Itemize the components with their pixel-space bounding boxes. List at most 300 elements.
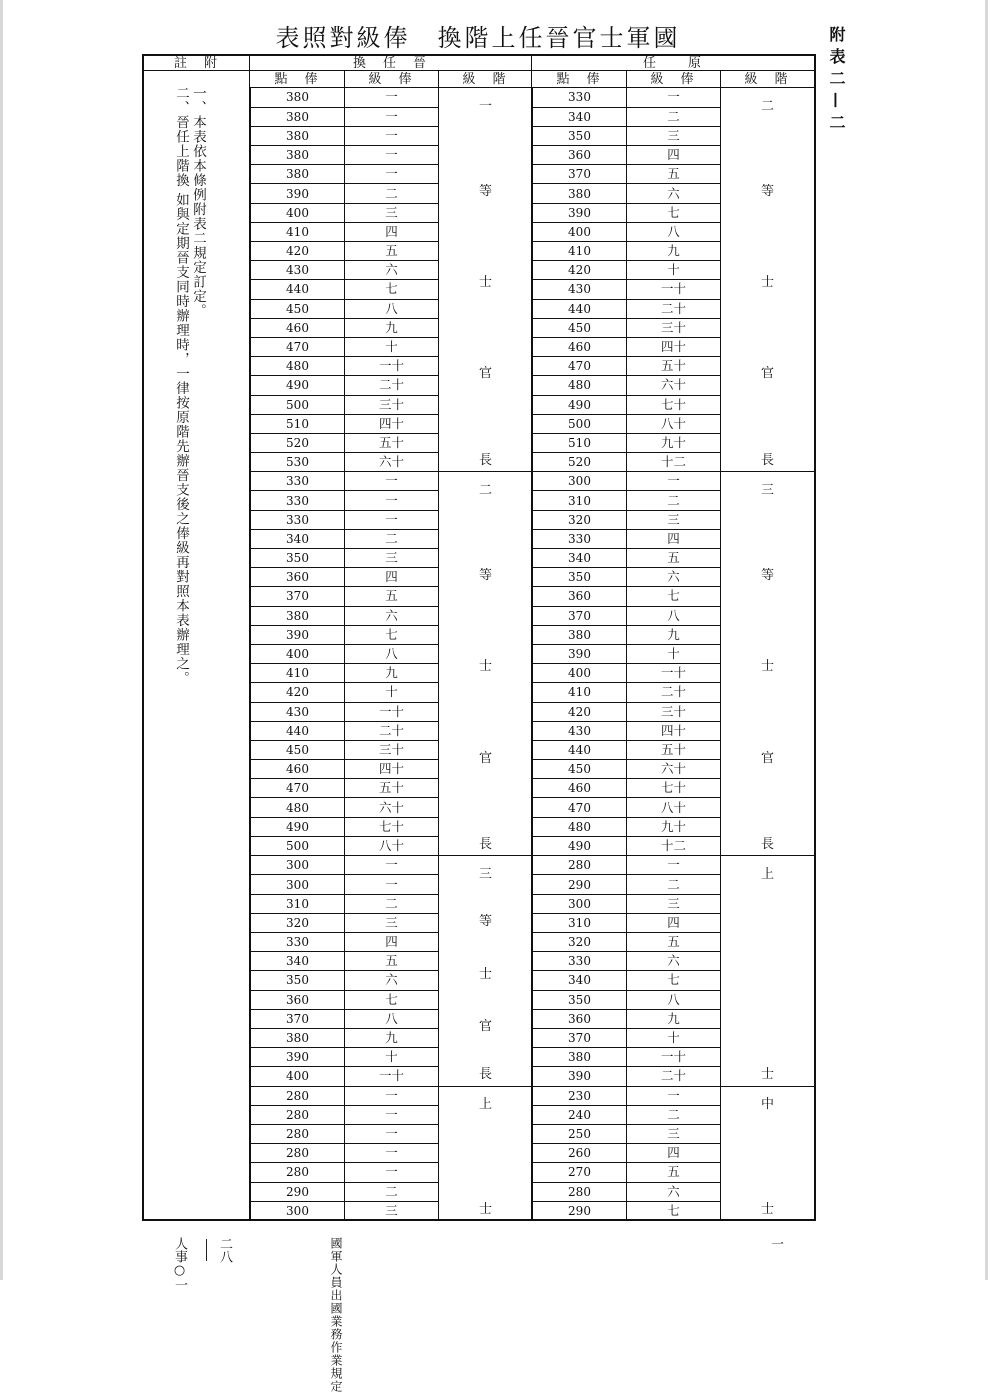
orig-grade-cell: 四 (627, 529, 721, 548)
document-title: 表照對級俸 換階上任晉官士軍國 (275, 24, 681, 52)
new-points-cell: 440 (251, 280, 345, 299)
orig-points-cell: 370 (533, 165, 627, 184)
orig-grade-cell: 一 (627, 1086, 721, 1105)
table-row (251, 88, 533, 107)
new-points-cell: 400 (251, 644, 345, 663)
orig-rank-header: 級 階 (744, 72, 790, 87)
new-points-cell: 300 (251, 856, 345, 875)
orig-grade-cell: 二十 (627, 683, 721, 702)
orig-grade-cell: 一 (627, 472, 721, 491)
orig-rank-char: 士 (760, 1067, 774, 1083)
note-2: 二、晉任上階換 如與定期晉支同時辦理時，一律按原階先辦晉支後之俸級再對照本表辦理之。 (173, 86, 189, 686)
orig-grade-cell: 八 (627, 990, 721, 1009)
new-points-cell: 400 (251, 203, 345, 222)
orig-points-cell: 390 (533, 1067, 627, 1086)
table-row (533, 88, 815, 107)
new-grade-cell: 十 (345, 683, 439, 702)
new-points-cell: 420 (251, 683, 345, 702)
new-grade-cell: 八 (345, 644, 439, 663)
orig-grade-cell: 八十 (627, 414, 721, 433)
footer-code-suffix: 二八 (217, 1237, 232, 1263)
orig-points-cell: 280 (533, 1182, 627, 1201)
table-row (533, 472, 815, 491)
orig-points-cell: 310 (533, 491, 627, 510)
orig-points-cell: 490 (533, 395, 627, 414)
orig-grade-cell: 四 (627, 913, 721, 932)
new-grade-cell: 五 (345, 952, 439, 971)
new-points-cell: 380 (251, 107, 345, 126)
orig-grade-cell: 四十 (627, 721, 721, 740)
new-grade-cell: 八 (345, 1009, 439, 1028)
new-rank-char: 官 (478, 750, 492, 766)
orig-points-cell: 450 (533, 318, 627, 337)
new-rank-char: 長 (478, 1067, 492, 1083)
orig-points-cell: 470 (533, 798, 627, 817)
comparison-table-frame (142, 54, 816, 1221)
new-points-cell: 500 (251, 395, 345, 414)
notes-header: 註 附 (173, 56, 219, 71)
new-rank-char: 等 (478, 913, 492, 929)
orig-points-cell: 440 (533, 299, 627, 318)
orig-rank-char: 官 (760, 366, 774, 382)
orig-points-cell: 340 (533, 549, 627, 568)
new-points-cell: 280 (251, 1125, 345, 1144)
new-grade-cell: 一十 (345, 1067, 439, 1086)
new-grade-cell: 八十 (345, 836, 439, 855)
orig-points-cell: 410 (533, 242, 627, 261)
orig-grade-cell: 四十 (627, 337, 721, 356)
orig-grade-cell: 七 (627, 587, 721, 606)
orig-grade-cell: 六 (627, 184, 721, 203)
new-grade-cell: 二 (345, 529, 439, 548)
orig-points-cell: 360 (533, 146, 627, 165)
orig-grade-cell: 九十 (627, 433, 721, 452)
orig-points-cell: 410 (533, 683, 627, 702)
new-points-cell: 450 (251, 299, 345, 318)
new-points-cell: 410 (251, 222, 345, 241)
orig-points-cell: 380 (533, 1048, 627, 1067)
orig-points-cell: 250 (533, 1125, 627, 1144)
orig-rank-char: 等 (760, 568, 774, 584)
new-rank-char: 長 (478, 837, 492, 853)
orig-grade-cell: 五 (627, 933, 721, 952)
new-points-cell: 360 (251, 568, 345, 587)
new-grade-cell: 一十 (345, 357, 439, 376)
orig-points-cell: 300 (533, 472, 627, 491)
new-rank-cell (439, 88, 533, 472)
orig-points-cell: 290 (533, 1201, 627, 1220)
new-points-cell: 330 (251, 510, 345, 529)
new-points-cell: 460 (251, 760, 345, 779)
new-grade-header: 級 俸 (368, 72, 414, 87)
orig-points-cell: 230 (533, 1086, 627, 1105)
new-grade-cell: 一 (345, 1086, 439, 1105)
orig-grade-cell: 六十 (627, 760, 721, 779)
new-grade-cell: 三十 (345, 395, 439, 414)
new-points-cell: 450 (251, 740, 345, 759)
orig-points-cell: 510 (533, 433, 627, 452)
new-points-cell: 330 (251, 933, 345, 952)
new-grade-cell: 三 (345, 203, 439, 222)
orig-grade-cell: 九 (627, 1009, 721, 1028)
orig-points-cell: 350 (533, 990, 627, 1009)
orig-grade-cell: 七十 (627, 395, 721, 414)
orig-grade-cell: 一十 (627, 664, 721, 683)
orig-grade-cell: 二 (627, 491, 721, 510)
page-footer (170, 1237, 790, 1393)
new-grade-cell: 四十 (345, 760, 439, 779)
new-grade-cell: 九 (345, 1028, 439, 1047)
orig-points-cell: 430 (533, 721, 627, 740)
new-grade-cell: 四十 (345, 414, 439, 433)
new-rank-char: 等 (478, 568, 492, 584)
orig-grade-cell: 八 (627, 222, 721, 241)
orig-rank-char: 士 (760, 659, 774, 675)
orig-points-cell: 300 (533, 894, 627, 913)
new-points-cell: 520 (251, 433, 345, 452)
new-rank-char: 三 (478, 866, 492, 882)
new-points-cell: 470 (251, 337, 345, 356)
orig-rank-char: 上 (760, 866, 774, 882)
new-grade-cell: 一 (345, 1105, 439, 1124)
new-grade-cell: 五十 (345, 433, 439, 452)
orig-points-header: 點 俸 (556, 72, 602, 87)
table-row (251, 472, 533, 491)
note-1: 一、本表依本條例附表二規定訂定。 (190, 86, 206, 318)
orig-points-cell: 420 (533, 261, 627, 280)
new-grade-cell: 二 (345, 894, 439, 913)
orig-rank-char: 士 (760, 1201, 774, 1217)
orig-grade-cell: 二 (627, 875, 721, 894)
new-rank-char: 上 (478, 1097, 492, 1113)
new-points-cell: 370 (251, 1009, 345, 1028)
orig-grade-cell: 五十 (627, 357, 721, 376)
orig-points-cell: 390 (533, 203, 627, 222)
new-grade-cell: 六十 (345, 798, 439, 817)
new-points-cell: 430 (251, 702, 345, 721)
new-grade-cell: 一 (345, 1163, 439, 1182)
orig-points-cell: 270 (533, 1163, 627, 1182)
table-row (533, 856, 815, 875)
new-points-cell: 280 (251, 1105, 345, 1124)
orig-grade-cell: 三十 (627, 702, 721, 721)
new-rank-char: 官 (478, 1019, 492, 1035)
new-points-cell: 390 (251, 1048, 345, 1067)
orig-points-cell: 460 (533, 337, 627, 356)
orig-points-cell: 420 (533, 702, 627, 721)
new-grade-cell: 五十 (345, 779, 439, 798)
new-points-cell: 420 (251, 242, 345, 261)
orig-points-cell: 480 (533, 817, 627, 836)
new-grade-cell: 七 (345, 990, 439, 1009)
new-points-cell: 340 (251, 952, 345, 971)
footer-title: 國軍人員出國業務作業規定 (329, 1237, 343, 1393)
new-points-cell: 480 (251, 357, 345, 376)
new-grade-cell: 六 (345, 606, 439, 625)
orig-grade-cell: 六 (627, 568, 721, 587)
orig-points-cell: 380 (533, 184, 627, 203)
new-grade-cell: 四 (345, 222, 439, 241)
orig-grade-cell: 七 (627, 971, 721, 990)
footer-divider (206, 1239, 207, 1261)
new-points-cell: 530 (251, 453, 345, 472)
orig-points-cell: 280 (533, 856, 627, 875)
orig-grade-cell: 四 (627, 146, 721, 165)
orig-grade-cell: 一 (627, 856, 721, 875)
orig-grade-cell: 八 (627, 606, 721, 625)
notes-text (172, 86, 206, 706)
orig-points-cell: 440 (533, 740, 627, 759)
new-grade-cell: 七 (345, 625, 439, 644)
orig-grade-cell: 三 (627, 894, 721, 913)
orig-rank-char: 三 (760, 482, 774, 498)
orig-points-cell: 400 (533, 664, 627, 683)
new-grade-cell: 一 (345, 165, 439, 184)
new-grade-cell: 三 (345, 913, 439, 932)
footer-page-number: 一 (768, 1237, 783, 1250)
orig-points-cell: 380 (533, 625, 627, 644)
new-points-cell: 460 (251, 318, 345, 337)
table-row (533, 1086, 815, 1105)
page-edge-left (0, 0, 3, 1280)
new-points-cell: 380 (251, 88, 345, 107)
new-grade-cell: 一 (345, 126, 439, 145)
new-points-cell: 380 (251, 1028, 345, 1047)
orig-grade-cell: 九 (627, 242, 721, 261)
orig-grade-header: 級 俸 (650, 72, 696, 87)
new-grade-cell: 四 (345, 933, 439, 952)
footer-code: 人事○一 (172, 1237, 187, 1291)
orig-points-cell: 330 (533, 952, 627, 971)
orig-points-cell: 480 (533, 376, 627, 395)
orig-rank-cell (721, 856, 815, 1086)
orig-points-cell: 490 (533, 836, 627, 855)
orig-grade-cell: 七十 (627, 779, 721, 798)
new-rank-cell (439, 472, 533, 856)
orig-grade-cell: 六 (627, 952, 721, 971)
new-rank-char: 士 (478, 659, 492, 675)
new-rank-group-header: 換 任 晉 (352, 56, 428, 71)
orig-points-cell: 320 (533, 933, 627, 952)
orig-points-cell: 320 (533, 510, 627, 529)
new-grade-cell: 七十 (345, 817, 439, 836)
orig-grade-cell: 一十 (627, 1048, 721, 1067)
new-points-cell: 350 (251, 971, 345, 990)
new-rank-char: 士 (478, 966, 492, 982)
orig-points-cell: 390 (533, 644, 627, 663)
new-grade-cell: 三十 (345, 740, 439, 759)
orig-points-cell: 330 (533, 529, 627, 548)
orig-points-cell: 370 (533, 1028, 627, 1047)
new-grade-cell: 六十 (345, 453, 439, 472)
new-grade-cell: 六 (345, 261, 439, 280)
orig-grade-cell: 五 (627, 165, 721, 184)
new-points-cell: 360 (251, 990, 345, 1009)
orig-points-cell: 340 (533, 971, 627, 990)
new-points-cell: 300 (251, 1201, 345, 1220)
new-points-cell: 380 (251, 126, 345, 145)
orig-grade-cell: 三 (627, 1125, 721, 1144)
orig-points-cell: 290 (533, 875, 627, 894)
orig-points-cell: 500 (533, 414, 627, 433)
table-row (251, 856, 533, 875)
new-points-cell: 440 (251, 721, 345, 740)
new-points-cell: 410 (251, 664, 345, 683)
appendix-label: 附表二—二 (827, 26, 846, 136)
orig-grade-cell: 十二 (627, 836, 721, 855)
orig-rank-cell (721, 88, 815, 472)
new-grade-cell: 一 (345, 491, 439, 510)
new-points-cell: 510 (251, 414, 345, 433)
orig-grade-cell: 四 (627, 1144, 721, 1163)
new-rank-char: 官 (478, 366, 492, 382)
new-grade-cell: 一 (345, 1144, 439, 1163)
new-points-cell: 350 (251, 549, 345, 568)
new-grade-cell: 五 (345, 587, 439, 606)
orig-grade-cell: 五 (627, 1163, 721, 1182)
orig-grade-cell: 二十 (627, 1067, 721, 1086)
table-row (251, 1086, 533, 1105)
new-points-cell: 300 (251, 875, 345, 894)
new-grade-cell: 二 (345, 1182, 439, 1201)
new-points-cell: 390 (251, 625, 345, 644)
orig-points-cell: 260 (533, 1144, 627, 1163)
orig-grade-cell: 七 (627, 203, 721, 222)
new-rank-char: 二 (478, 482, 492, 498)
new-points-cell: 280 (251, 1163, 345, 1182)
orig-points-cell: 430 (533, 280, 627, 299)
orig-rank-char: 長 (760, 452, 774, 468)
new-rank-table (250, 88, 533, 1221)
new-points-cell: 370 (251, 587, 345, 606)
orig-grade-cell: 十 (627, 1028, 721, 1047)
orig-grade-cell: 一 (627, 88, 721, 107)
new-points-cell: 320 (251, 913, 345, 932)
orig-grade-cell: 三 (627, 126, 721, 145)
new-grade-cell: 二十 (345, 376, 439, 395)
new-points-cell: 340 (251, 529, 345, 548)
new-grade-cell: 十 (345, 1048, 439, 1067)
new-grade-cell: 九 (345, 664, 439, 683)
new-points-cell: 430 (251, 261, 345, 280)
new-grade-cell: 二 (345, 184, 439, 203)
new-grade-cell: 十 (345, 337, 439, 356)
orig-grade-cell: 五 (627, 549, 721, 568)
orig-grade-cell: 一十 (627, 280, 721, 299)
new-grade-cell: 八 (345, 299, 439, 318)
new-rank-cell (439, 856, 533, 1086)
new-rank-char: 等 (478, 184, 492, 200)
new-grade-cell: 一 (345, 472, 439, 491)
orig-rank-char: 長 (760, 837, 774, 853)
new-points-cell: 380 (251, 146, 345, 165)
original-rank-group-header: 任 原 (642, 56, 703, 71)
orig-points-cell: 370 (533, 606, 627, 625)
orig-points-cell: 350 (533, 568, 627, 587)
orig-points-cell: 240 (533, 1105, 627, 1124)
orig-points-cell: 340 (533, 107, 627, 126)
new-points-cell: 390 (251, 184, 345, 203)
new-points-cell: 490 (251, 817, 345, 836)
column-subheaders (250, 71, 814, 88)
new-points-cell: 280 (251, 1144, 345, 1163)
new-rank-char: 士 (478, 1201, 492, 1217)
new-points-cell: 400 (251, 1067, 345, 1086)
new-points-cell: 330 (251, 491, 345, 510)
orig-points-cell: 360 (533, 587, 627, 606)
original-rank-table (532, 88, 815, 1221)
new-grade-cell: 一十 (345, 702, 439, 721)
orig-grade-cell: 二 (627, 107, 721, 126)
orig-rank-char: 士 (760, 275, 774, 291)
new-rank-char: 士 (478, 275, 492, 291)
new-grade-cell: 一 (345, 875, 439, 894)
new-grade-cell: 二十 (345, 721, 439, 740)
orig-grade-cell: 七 (627, 1201, 721, 1220)
new-grade-cell: 一 (345, 1125, 439, 1144)
new-points-cell: 330 (251, 472, 345, 491)
orig-grade-cell: 九 (627, 625, 721, 644)
new-grade-cell: 一 (345, 107, 439, 126)
new-rank-cell (439, 1086, 533, 1220)
orig-points-cell: 400 (533, 222, 627, 241)
orig-grade-cell: 二十 (627, 299, 721, 318)
new-grade-cell: 五 (345, 242, 439, 261)
new-points-cell: 380 (251, 606, 345, 625)
new-points-cell: 490 (251, 376, 345, 395)
new-points-cell: 480 (251, 798, 345, 817)
new-points-cell: 500 (251, 836, 345, 855)
new-grade-cell: 九 (345, 318, 439, 337)
orig-grade-cell: 五十 (627, 740, 721, 759)
orig-rank-char: 二 (760, 98, 774, 114)
orig-points-cell: 470 (533, 357, 627, 376)
orig-points-cell: 310 (533, 913, 627, 932)
orig-rank-cell (721, 472, 815, 856)
new-grade-cell: 一 (345, 88, 439, 107)
new-points-cell: 290 (251, 1182, 345, 1201)
orig-points-cell: 450 (533, 760, 627, 779)
orig-grade-cell: 二 (627, 1105, 721, 1124)
orig-grade-cell: 九十 (627, 817, 721, 836)
orig-grade-cell: 六十 (627, 376, 721, 395)
new-grade-cell: 一 (345, 856, 439, 875)
orig-grade-cell: 十二 (627, 453, 721, 472)
new-rank-char: 長 (478, 452, 492, 468)
new-points-cell: 380 (251, 165, 345, 184)
orig-grade-cell: 十 (627, 261, 721, 280)
new-grade-cell: 三 (345, 549, 439, 568)
orig-grade-cell: 三 (627, 510, 721, 529)
new-grade-cell: 一 (345, 510, 439, 529)
orig-grade-cell: 三十 (627, 318, 721, 337)
orig-points-cell: 330 (533, 88, 627, 107)
orig-grade-cell: 十 (627, 644, 721, 663)
new-grade-cell: 一 (345, 146, 439, 165)
orig-points-cell: 350 (533, 126, 627, 145)
orig-grade-cell: 八十 (627, 798, 721, 817)
new-points-cell: 310 (251, 894, 345, 913)
orig-rank-char: 等 (760, 184, 774, 200)
new-points-header: 點 俸 (274, 72, 320, 87)
orig-points-cell: 460 (533, 779, 627, 798)
new-points-cell: 280 (251, 1086, 345, 1105)
new-rank-char: 一 (478, 98, 492, 114)
new-grade-cell: 六 (345, 971, 439, 990)
new-rank-header: 級 階 (462, 72, 508, 87)
orig-points-cell: 520 (533, 453, 627, 472)
new-grade-cell: 七 (345, 280, 439, 299)
